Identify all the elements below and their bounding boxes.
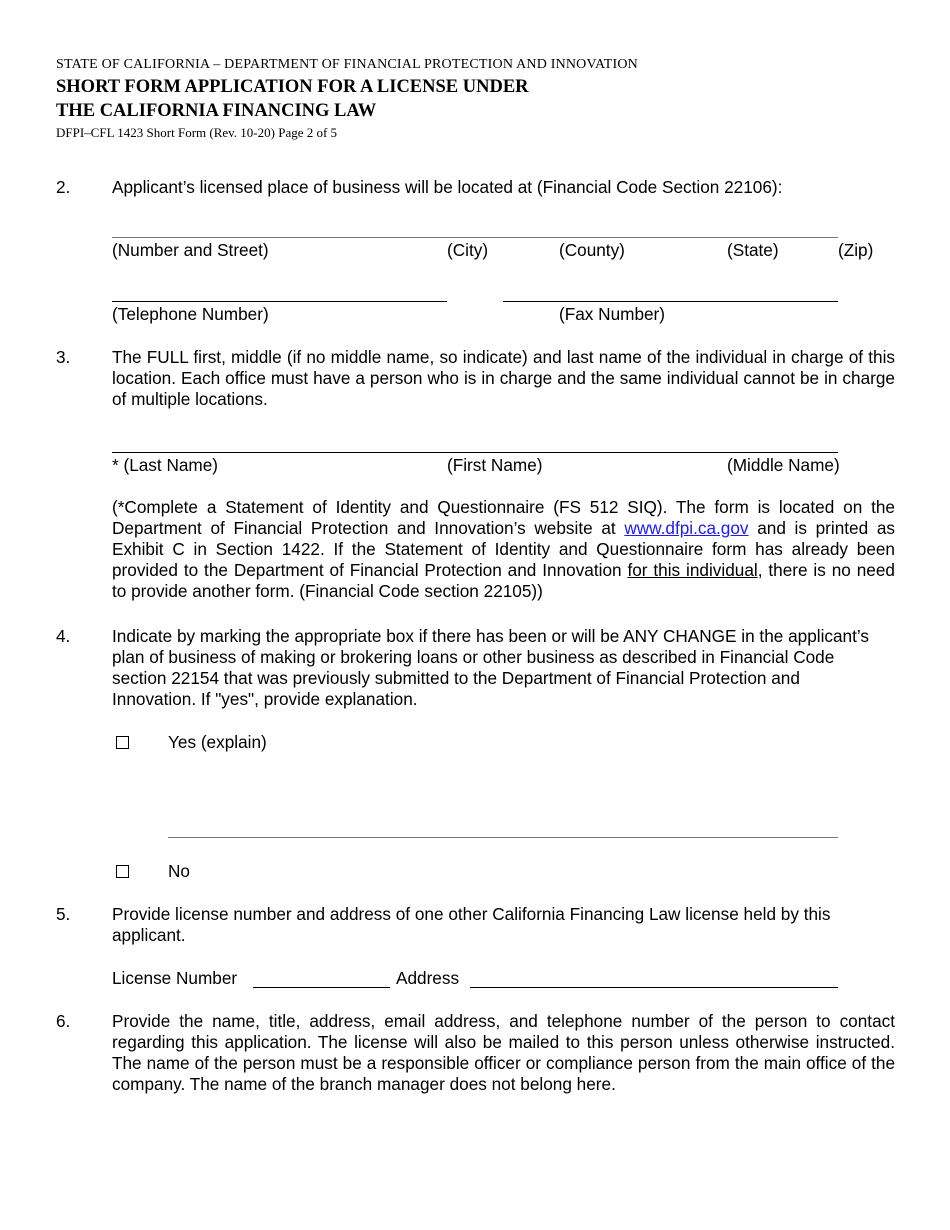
fax-input-line[interactable] [503, 301, 838, 302]
license-address-input-line[interactable] [470, 987, 838, 988]
q6-number: 6. [56, 1011, 71, 1031]
address-input-line[interactable] [112, 237, 838, 238]
siq-note-part1: (*Complete a Statement of Identity and Questionnaire (FS 512 SIQ). The form is located on the Department of Financial Protection and Innovation’s website at [112, 497, 895, 538]
last-name-label: * (Last Name) [112, 455, 219, 475]
form-title-line2: THE CALIFORNIA FINANCING LAW [56, 101, 377, 121]
dfpi-website-link[interactable]: www.dfpi.ca.gov [624, 518, 749, 538]
q6-text: Provide the name, title, address, email address, and telephone number of the person to contact regarding this application. The license will also be mailed to this person unless otherwise instructed. The name of the person must be a responsible officer or compliance person from the main office of the company. The name of the branch manager does not belong here. [112, 1011, 895, 1094]
explanation-input-line[interactable] [168, 837, 838, 838]
q5-number: 5. [56, 904, 71, 924]
yes-checkbox[interactable] [116, 736, 129, 749]
address-label: Address [396, 968, 460, 988]
form-id: DFPI–CFL 1423 Short Form (Rev. 10-20) Page 2 of 5 [56, 125, 338, 140]
siq-note [112, 497, 895, 602]
siq-note-underlined: for this individual [627, 560, 758, 580]
first-name-label: (First Name) [447, 455, 543, 475]
city-label: (City) [447, 240, 489, 260]
q2-number: 2. [56, 177, 71, 197]
siq-note-part2: and is printed as Exhibit C in Section 1422. If the Statement of Identity and Questionnaire form has already been provided to the Department of Financial Protection and Innovation [112, 518, 895, 580]
q3-number: 3. [56, 347, 71, 367]
no-label: No [168, 861, 190, 881]
yes-label: Yes (explain) [168, 732, 267, 752]
license-number-label: License Number [112, 968, 238, 988]
q5-text: Provide license number and address of one other California Financing Law license held by this applicant. [112, 904, 831, 945]
q4-number: 4. [56, 626, 71, 646]
form-title-line1: SHORT FORM APPLICATION FOR A LICENSE UNDER [56, 77, 529, 97]
q3-text: The FULL first, middle (if no middle name, so indicate) and last name of the individual in charge of this location. Each office must have a person who is in charge and the same individual cannot be in charge of multiple locations. [112, 347, 895, 409]
telephone-label: (Telephone Number) [112, 304, 269, 324]
fax-label: (Fax Number) [559, 304, 666, 324]
state-label: (State) [727, 240, 779, 260]
no-checkbox[interactable] [116, 865, 129, 878]
middle-name-label: (Middle Name) [727, 455, 840, 475]
zip-label: (Zip) [838, 240, 874, 260]
telephone-input-line[interactable] [112, 301, 447, 302]
county-label: (County) [559, 240, 625, 260]
q4-text: Indicate by marking the appropriate box if there has been or will be ANY CHANGE in the applicant’s plan of business of making or brokering loans or other business as described in Financial Code section 22154 that was previously submitted to the Department of Financial Protection and Innovation. If "yes", provide explanation. [112, 626, 869, 709]
street-label: (Number and Street) [112, 240, 269, 260]
q2-text: Applicant’s licensed place of business will be located at (Financial Code Section 22106): [112, 177, 783, 197]
agency-name: STATE OF CALIFORNIA – DEPARTMENT OF FINANCIAL PROTECTION AND INNOVATION [56, 57, 638, 72]
license-number-input-line[interactable] [253, 987, 390, 988]
name-input-line[interactable] [112, 452, 838, 453]
siq-note-part3: , there is no need to provide another form. (Financial Code section 22105)) [112, 560, 895, 601]
